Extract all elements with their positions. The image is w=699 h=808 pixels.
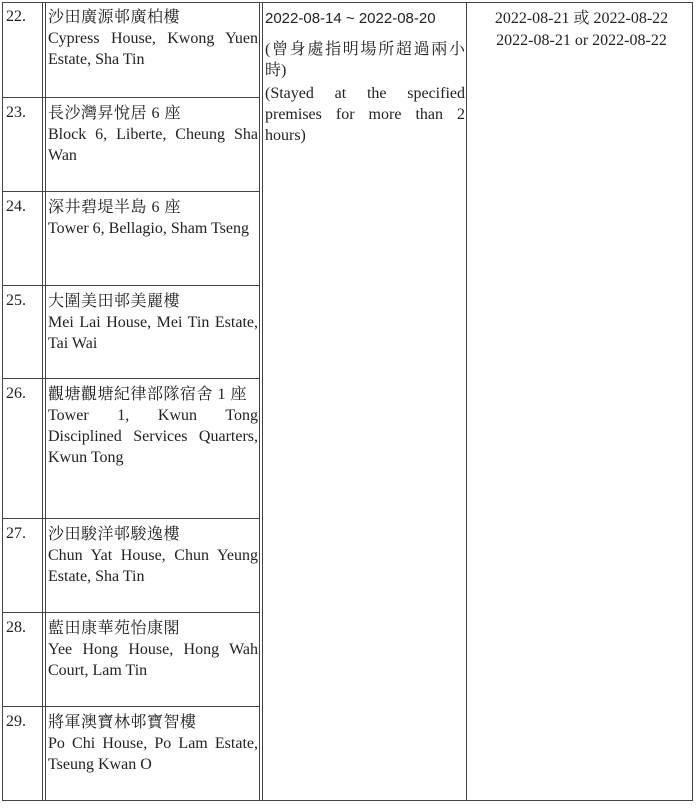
place-cell [48,707,258,775]
place-cell [48,379,258,468]
test-dates-cell [470,8,693,52]
row-number: 23. [6,104,26,121]
place-name-zh: 大圍美田邨美麗樓 [48,293,181,310]
place-name-zh: 沙田駿洋邨駿逸樓 [48,526,181,543]
places-table [2,2,693,801]
place-name-zh: 觀塘觀塘紀律部隊宿舍 1 座 [48,386,248,403]
column-divider [466,2,467,801]
test-dates-zh: 2022-08-21 或 2022-08-22 [494,10,669,27]
place-name-en: Cypress House, Kwong Yuen Estate, Sha Tin [48,30,258,68]
exposure-period-cell [265,8,465,146]
place-cell [48,519,258,587]
place-name-en: Chun Yat House, Chun Yeung Estate, Sha Tin [48,547,258,585]
place-cell [48,613,258,681]
row-number: 24. [6,198,26,215]
row-number: 29. [6,713,26,730]
column-divider [42,2,43,801]
column-divider [45,2,46,801]
place-name-en: Mei Lai House, Mei Tin Estate, Tai Wai [48,314,258,352]
date-range: 2022-08-14 ~ 2022-08-20 [265,10,436,27]
row-number: 26. [6,385,26,402]
place-name-zh: 深井碧堤半島 6 座 [48,199,182,216]
place-name-en: Tower 1, Kwun Tong Disciplined Services Quarters, Kwun Tong [48,407,258,466]
place-name-zh: 將軍澳寶林邨寶智樓 [48,714,197,731]
table-border-bottom [2,800,693,801]
column-divider [259,2,260,801]
place-name-zh: 沙田廣源邨廣柏樓 [48,9,181,26]
row-number: 27. [6,525,26,542]
row-number: 22. [6,8,26,25]
place-name-en: Block 6, Liberte, Cheung Sha Wan [48,126,258,164]
table-border-right [692,2,693,801]
place-cell [48,286,258,354]
column-divider [262,2,263,801]
row-number: 28. [6,619,26,636]
place-name-en: Po Chi House, Po Lam Estate, Tseung Kwan O [48,735,258,773]
test-dates-en: 2022-08-21 or 2022-08-22 [496,32,667,49]
place-cell [48,98,258,166]
place-name-zh: 長沙灣昇悅居 6 座 [48,105,182,122]
stay-note-zh: (曾身處指明場所超過兩小時) [265,41,465,79]
place-cell [48,2,258,70]
place-name-en: Yee Hong House, Hong Wah Court, Lam Tin [48,641,258,679]
place-name-en: Tower 6, Bellagio, Sham Tseng [48,220,249,237]
stay-note-en: (Stayed at the specified premises for more than 2 hours) [265,85,465,144]
place-name-zh: 藍田康華苑怡康閣 [48,620,181,637]
place-cell [48,192,258,239]
row-number: 25. [6,292,26,309]
